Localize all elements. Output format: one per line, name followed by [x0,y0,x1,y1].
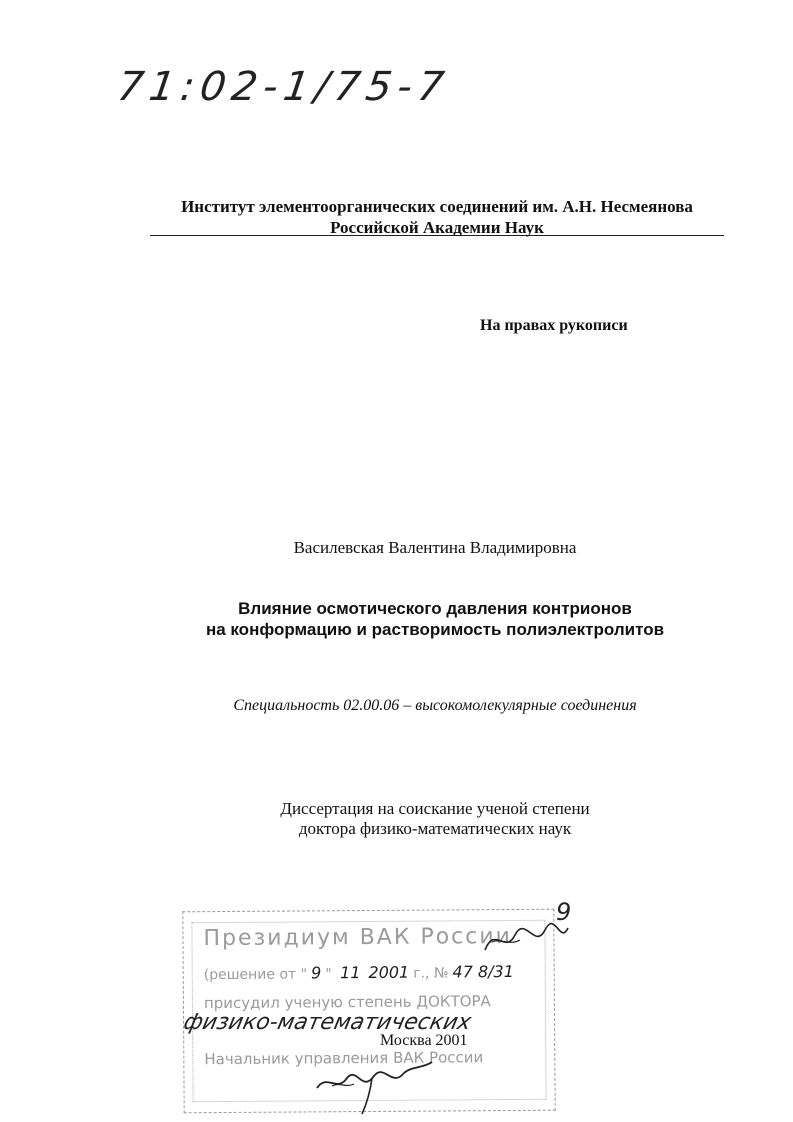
stamp-chief: Начальник управления ВАК России [204,1048,484,1069]
thesis-title [0,598,793,640]
stamp-day: 9 [310,963,322,983]
page-mark: 9 [556,898,572,926]
dissertation-statement [0,799,793,839]
stamp-awarded: присудил ученую степень ДОКТОРА [203,992,491,1013]
dissertation-line-1: Диссертация на соискание ученой степени [280,799,590,818]
handwritten-degree: физико-математических [181,1010,474,1035]
institute-header [150,196,724,238]
academy-name: Российской Академии Наук [330,218,544,237]
stamp-year: 2001 [368,962,410,983]
rights-notice: На правах рукописи [480,317,628,334]
stamp-decision: (решение от " 9 " 11 2001 г., № 47 8/31 [203,961,514,984]
chief-signature [312,1048,442,1118]
stamp-decision-mid: г., № [413,965,449,982]
archive-code: 71:02-1/75-7 [114,64,453,110]
institute-name: Институт элементоорганических соединений им. А.Н. Несмеянова [181,197,693,216]
author-name: Василевская Валентина Владимировна [293,538,577,557]
thesis-title-line-2: на конформацию и растворимость полиэлектролитов [205,620,665,639]
dissertation-line-2: доктора физико-математических наук [298,819,572,838]
specialty: Специальность 02.00.06 – высокомолекулярные соединения [233,697,637,714]
stamp-month: 11 [340,963,361,983]
thesis-title-line-1: Влияние осмотического давления контрионов [238,599,632,618]
stamp-header: Президиум ВАК России [203,924,513,952]
chair-signature [480,920,570,960]
city-year: Москва 2001 [380,1032,468,1049]
header-divider [150,235,724,236]
stamp-decision-prefix: (решение от " [203,966,308,984]
stamp-number: 47 8/31 [452,961,514,982]
